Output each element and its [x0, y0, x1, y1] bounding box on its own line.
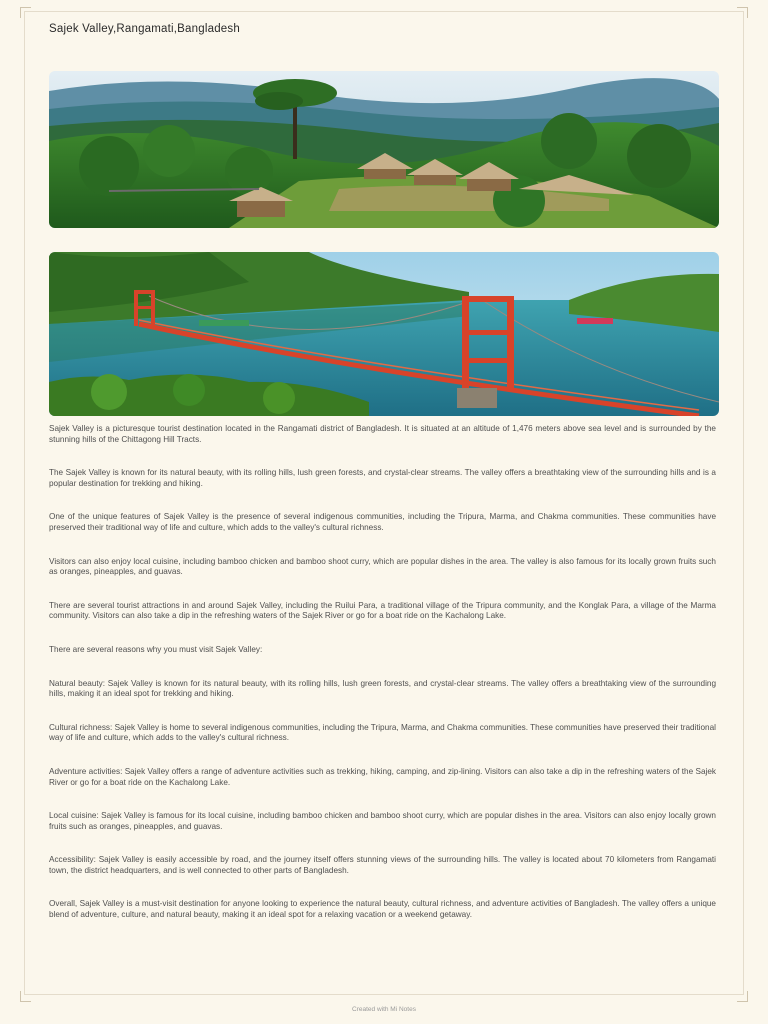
sajek-hills-image: [49, 71, 719, 228]
paragraph-reason-natural-beauty: Natural beauty: Sajek Valley is known for its natural beauty, with its rolling hills, lush green forests, and crystal-clear streams. The valley offers a breathtaking view of the surrounding hills, making it an ideal spot for trekking and hiking.: [49, 678, 716, 699]
paragraph-intro: Sajek Valley is a picturesque tourist destination located in the Rangamati district of Bangladesh. It is situated at an altitude of 1,476 meters above sea level and is surrounded by the stunning hills of the Chittagong Hill Tracts.: [49, 424, 716, 444]
paragraph-natural-beauty: The Sajek Valley is known for its natural beauty, with its rolling hills, lush green forests, and crystal-clear streams. The valley offers a breathtaking view of the surrounding hills and is a popular destination for trekking and hiking.: [49, 468, 716, 488]
paragraph-overall: Overall, Sajek Valley is a must-visit destination for anyone looking to experience the natural beauty, cultural richness, and adventure activities of Bangladesh. The valley offers a unique blend of adventure, culture, and natural beauty, making it an ideal spot for a relaxing vacation or a weekend getaway.: [49, 899, 716, 920]
paragraph-reason-accessibility: Accessibility: Sajek Valley is easily accessible by road, and the journey itself offers stunning views of the surrounding hills. The valley is located about 70 kilometers from Rangamati town, the district headquarters, and is well connected to other parts of Bangladesh.: [49, 855, 716, 875]
frame-corner-bottom-left: [20, 991, 31, 1002]
note-body: [49, 424, 716, 944]
hanging-bridge-image: [49, 252, 719, 416]
paragraph-reason-adventure: Adventure activities: Sajek Valley offers a range of adventure activities such as trekking, hiking, camping, and zip-lining. Visitors can also take a dip in the refreshing waters of the Sajek River or go for a boat ride on the Kachalong Lake.: [49, 766, 716, 787]
paragraph-reason-local-cuisine: Local cuisine: Sajek Valley is famous for its local cuisine, including bamboo chicken and bamboo shoot curry, which are popular dishes in the area. Visitors can also enjoy locally grown fruits such as oranges, pineapples, and guavas.: [49, 811, 716, 831]
frame-corner-top-right: [737, 7, 748, 18]
paragraph-reason-cultural-richness: Cultural richness: Sajek Valley is home to several indigenous communities, including the Tripura, Marma, and Chakma communities. These communities have preserved their traditional way of life and culture, which adds to the valley's cultural richness.: [49, 722, 716, 743]
footer-credit: Created with Mi Notes: [352, 1006, 416, 1013]
paragraph-indigenous-communities: One of the unique features of Sajek Valley is the presence of several indigenous communities, including the Tripura, Marma, and Chakma communities. These communities have preserved their traditional way of life and culture, which adds to the valley's cultural richness.: [49, 512, 716, 532]
note-title: Sajek Valley,Rangamati,Bangladesh: [49, 23, 240, 35]
paragraph-tourist-attractions: There are several tourist attractions in and around Sajek Valley, including the Ruilui Para, a traditional village of the Tripura community, and the Konglak Para, a village of the Marma community. Visitors can also take a dip in the refreshing waters of the Sajek River or go for a boat ride on the Kachalong Lake.: [49, 600, 716, 621]
paragraph-local-cuisine: Visitors can also enjoy local cuisine, including bamboo chicken and bamboo shoot curry, which are popular dishes in the area. The valley is also famous for its locally grown fruits such as oranges, pineapples, and guavas.: [49, 556, 716, 577]
sajek-hills-photo[interactable]: [49, 71, 719, 228]
paragraph-reasons-intro: There are several reasons why you must visit Sajek Valley:: [49, 644, 263, 654]
frame-corner-top-left: [20, 7, 31, 18]
hanging-bridge-photo[interactable]: [49, 252, 719, 416]
frame-corner-bottom-right: [737, 991, 748, 1002]
